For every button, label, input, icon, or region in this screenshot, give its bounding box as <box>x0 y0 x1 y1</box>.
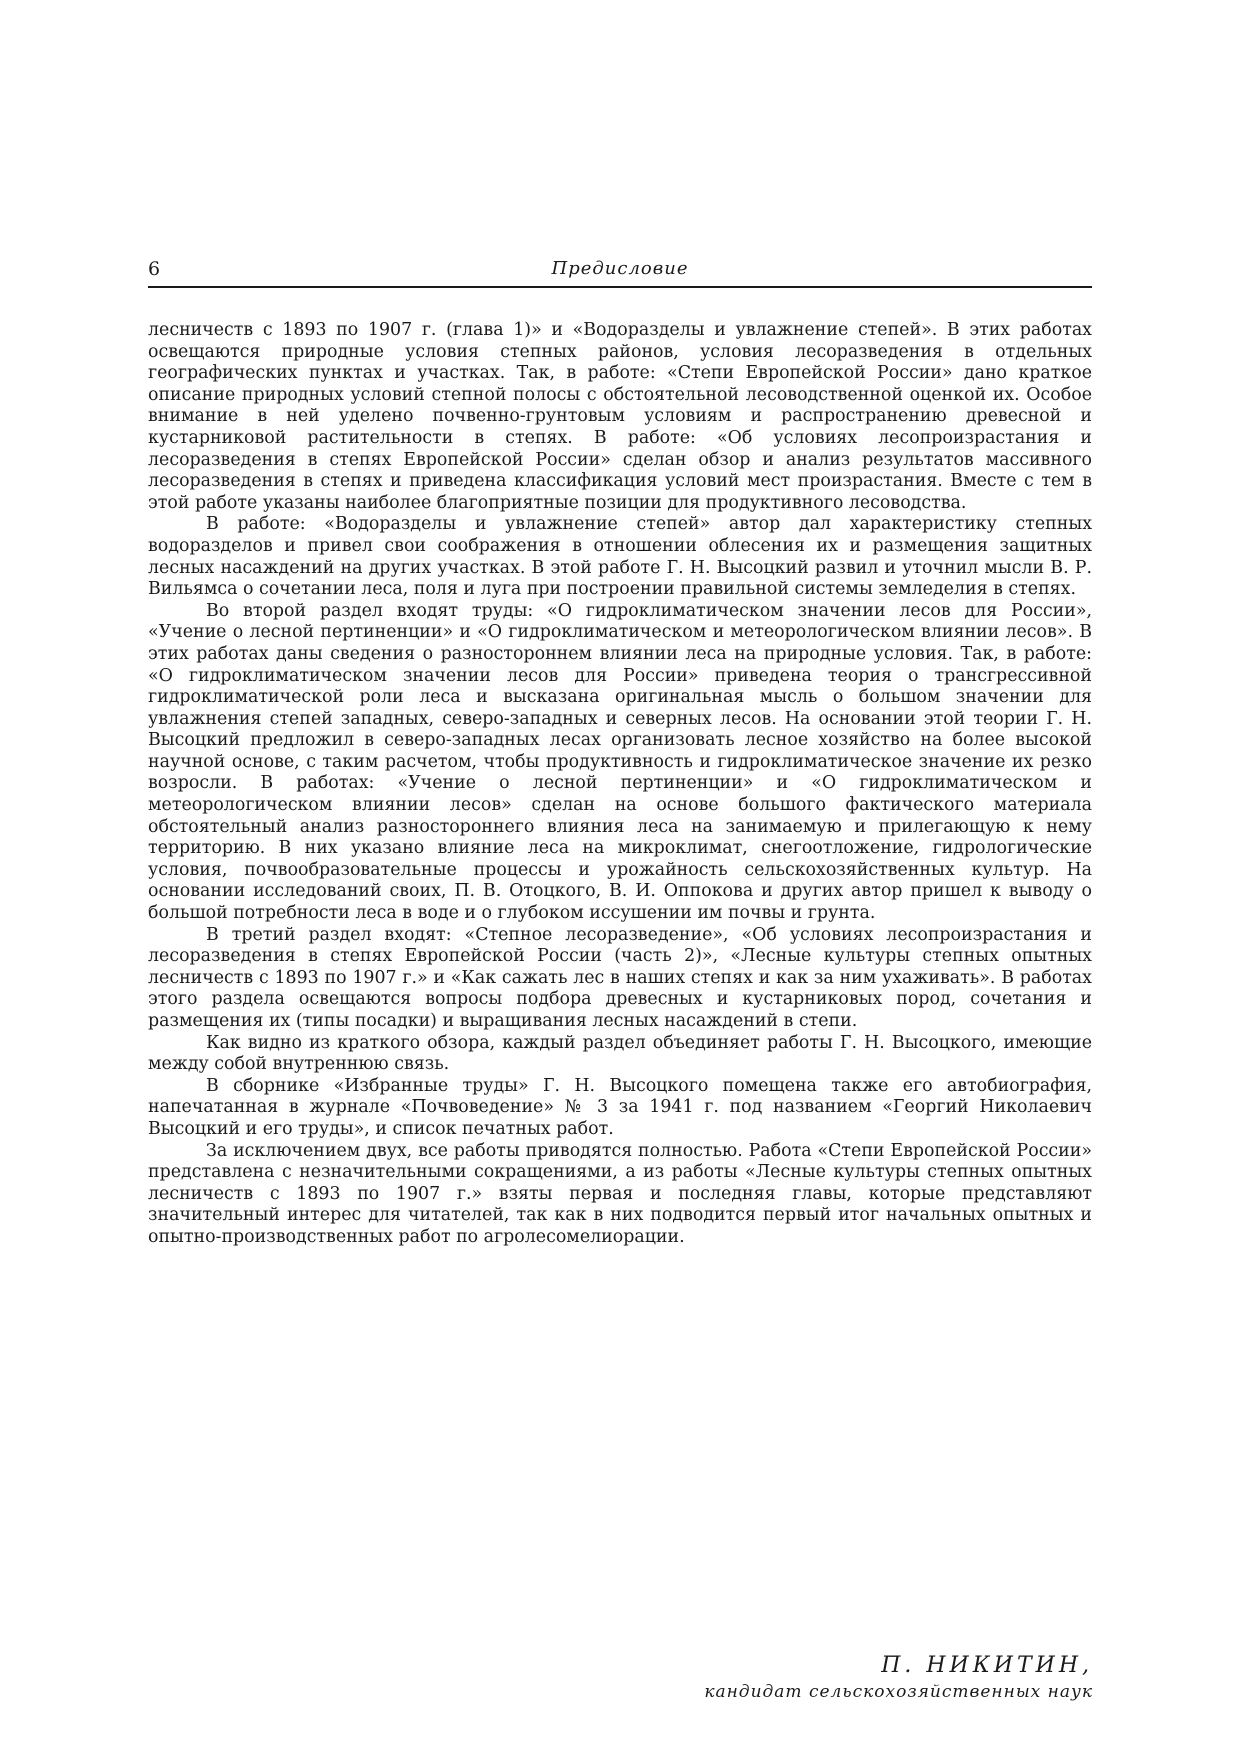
paragraph-continuation: лесничеств с 1893 по 1907 г. (глава 1)» и «Водоразделы и увлажнение степей». В этих работах освещаются природные условия степных районов, условия лесоразведения в отдельных географических пунктах и участках. Так, в работе: «Степи Европейской России» дано краткое описание природных условий степной полосы с обстоятельной лесоводственной оценкой их. Особое внимание в ней уделено почвенно-грунтовым условиям и распространению древесной и кустарниковой растительности в степях. В работе: «Об условиях лесопроизрастания и лесоразведения в степях Европейской России» сделан обзор и анализ результатов массивного лесоразведения в степях и приведена классификация условий мест произрастания. Вместе с тем в этой работе указаны наиболее благоприятные позиции для продуктивного лесоводства. <box>148 320 1092 513</box>
paragraph: Во второй раздел входят труды: «О гидроклиматическом значении лесов для России», «Учение о лесной пертиненции» и «О гидроклиматическом и метеорологическом влиянии лесов». В этих работах даны сведения о разностороннем влиянии леса на природные условия. Так, в работе: «О гидроклиматическом значении лесов для России» приведена теория о трансгрессивной гидроклиматической роли леса и высказана оригинальная мысль о большом значении для увлажнения степей западных, северо-западных и северных лесов. На основании этой теории Г. Н. Высоцкий предложил в северо-западных лесах организовать лесное хозяйство на более высокой научной основе, с таким расчетом, чтобы продуктивность и гидроклиматическое значение их резко возросли. В работах: «Учение о лесной пертиненции» и «О гидроклиматическом и метеорологическом влиянии лесов» сделан на основе большого фактического материала обстоятельный анализ разностороннего влияния леса на занимаемую и прилегающую к нему территорию. В них указано влияние леса на микроклимат, снегоотложение, гидрологические условия, почвообразовательные процессы и урожайность сельскохозяйственных культур. На основании исследований своих, П. В. Отоцкого, В. И. Оппокова и других автор пришел к выводу о большой потребности леса в воде и о глубоком иссушении им почвы и грунта. <box>148 600 1092 924</box>
author-name: П. НИКИТИН, <box>881 1653 1093 1678</box>
running-title: Предисловие <box>551 258 689 279</box>
body-text <box>148 320 1092 1249</box>
author-title: кандидат сельскохозяйственных наук <box>704 1682 1093 1702</box>
page-number: 6 <box>148 258 161 280</box>
paragraph: В работе: «Водоразделы и увлажнение степей» автор дал характеристику степных водоразделов и привел свои соображения в отношении облесения их и размещения защитных лесных насаждений на других участках. В этой работе Г. Н. Высоцкий развил и уточнил мысли В. Р. Вильямса о сочетании леса, поля и луга при построении правильной системы земледелия в степях. <box>148 514 1092 600</box>
paragraph: Как видно из краткого обзора, каждый раздел объединяет работы Г. Н. Высоцкого, имеющие между собой внутреннюю связь. <box>148 1032 1092 1075</box>
signature-block <box>704 1652 1093 1704</box>
running-header <box>148 258 1092 288</box>
paragraph: За исключением двух, все работы приводятся полностью. Работа «Степи Европейской России» представлена с незначительными сокращениями, а из работы «Лесные культуры степных опытных лесничеств с 1893 по 1907 г.» взяты первая и последняя главы, которые представляют значительный интерес для читателей, так как в них подводится первый итог начальных опытных и опытно-производственных работ по агролесомелиорации. <box>148 1140 1092 1247</box>
paragraph: В сборнике «Избранные труды» Г. Н. Высоцкого помещена также его автобиография, напечатанная в журнале «Почвоведение» № 3 за 1941 г. под названием «Георгий Николаевич Высоцкий и его труды», и список печатных работ. <box>148 1075 1092 1139</box>
paragraph: В третий раздел входят: «Степное лесоразведение», «Об условиях лесопроизрастания и лесоразведения в степях Европейской России (часть 2)», «Лесные культуры степных опытных лесничеств с 1893 по 1907 г.» и «Как сажать лес в наших степях и как за ним ухаживать». В работах этого раздела освещаются вопросы подбора древесных и кустарниковых пород, сочетания и размещения их (типы посадки) и выращивания лесных насаждений в степи. <box>148 924 1092 1031</box>
